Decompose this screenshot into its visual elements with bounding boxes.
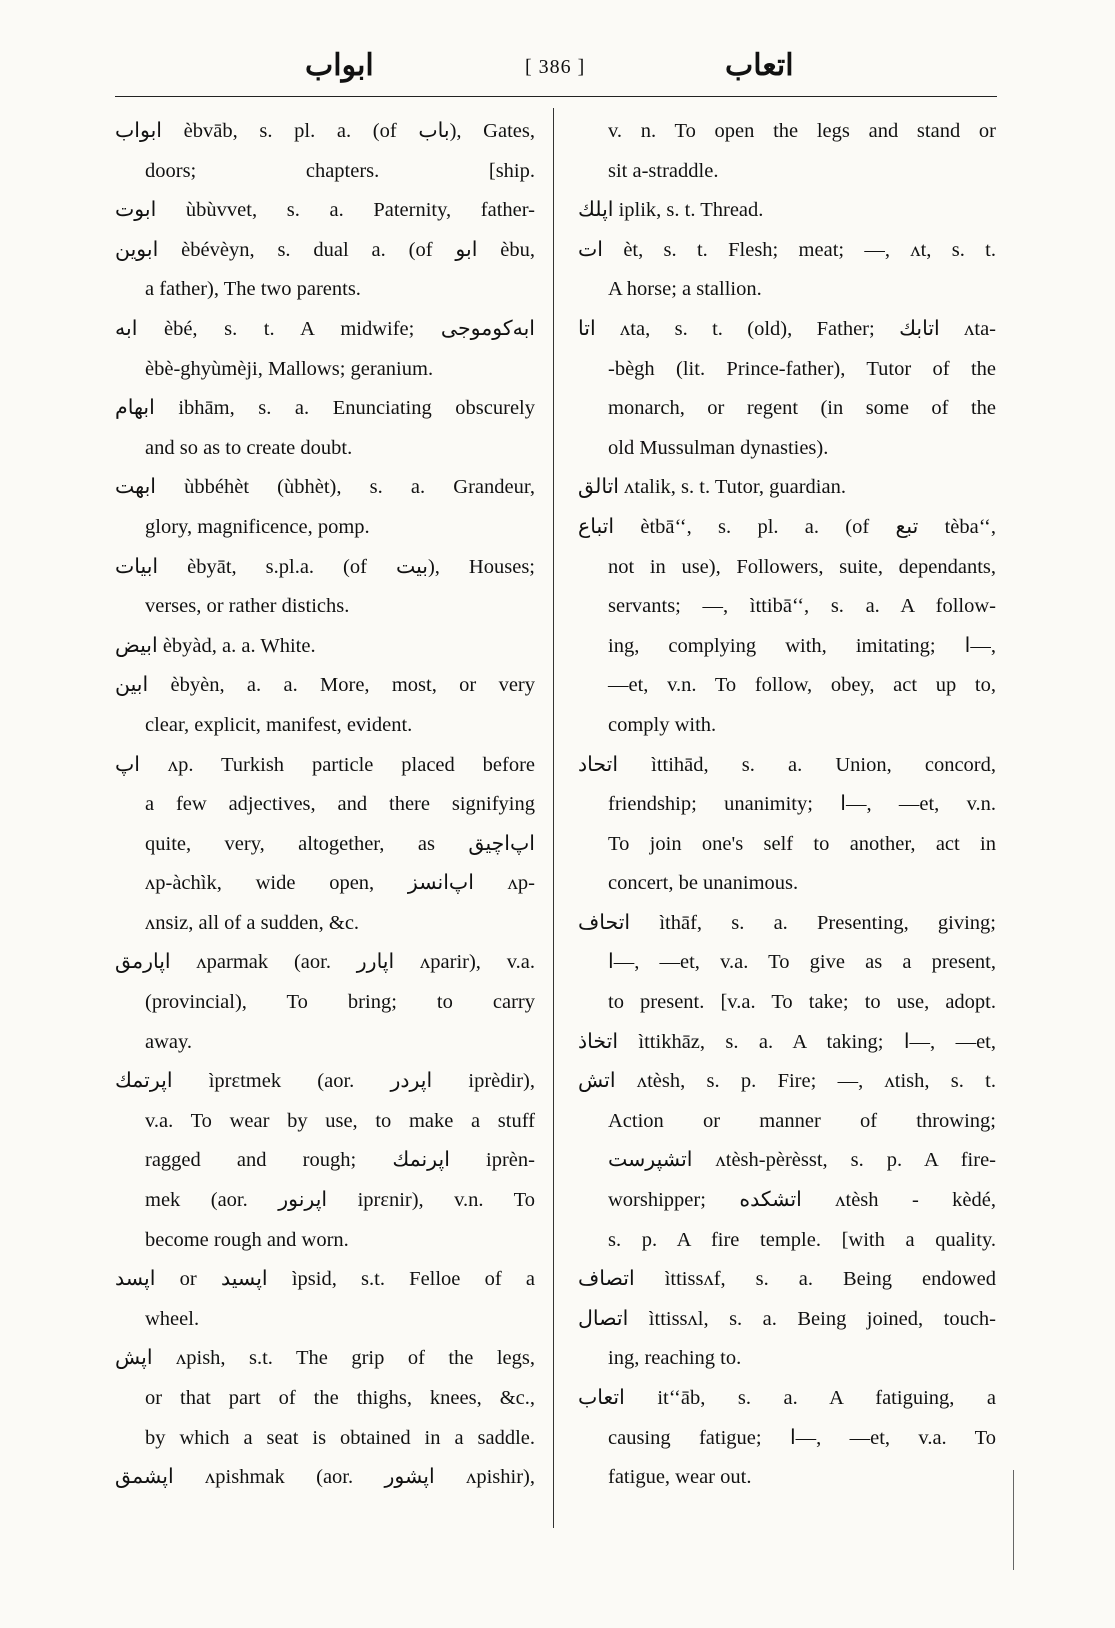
entry-line: —et, v.n. To follow, obey, act up to, [608,674,996,697]
entry-line: s. p. A fire temple. [with a quality. [608,1228,996,1251]
entry-headword-line: اتا ʌta, s. t. (old), Father; اتابك ʌta- [578,317,996,340]
header-rule [115,96,997,97]
column-divider [553,108,554,1528]
entry-line: not in use), Followers, suite, dependants, [608,555,996,578]
entry-line: quite, very, altogether, as اپ‌اچیق [145,832,535,855]
entry-line: and so as to create doubt. [145,436,353,459]
entry-line: wheel. [145,1307,200,1330]
running-header [115,48,995,90]
entry-headword-line: اپش ʌpish, s.t. The grip of the legs, [115,1347,535,1370]
entry-line: sit a-straddle. [608,159,719,182]
entry-line: (provincial), To bring; to carry [145,991,535,1014]
entry-line: concert, be unanimous. [608,872,799,895]
entry-line: ا—, —et, v.a. To give as a present, [608,951,996,974]
entry-headword-line: اتخاذ ìttikhāz, s. a. A taking; ا—, —et, [578,1030,996,1053]
entry-line: doors; chapters. [ship. [145,159,535,182]
entry-headword-line: اتالق ʌtalik, s. t. Tutor, guardian. [578,476,846,499]
entry-line: ʌnsiz, all of a sudden, &c. [145,911,360,934]
entry-headword-line: اپشمق ʌpishmak (aor. اپشور ʌpishir), [115,1466,535,1489]
entry-line: or that part of the thighs, knees, &c., [145,1387,535,1409]
entry-line: èbè-ghyùmèji, Mallows; geranium. [145,357,434,380]
entry-line: ing, complying with, imitating; ا—, [608,634,996,657]
page-number: [ 386 ] [525,56,586,78]
left-column [115,112,535,1498]
entry-line: Action or manner of throwing; [608,1109,996,1132]
right-column [578,112,996,1498]
entry-line: clear, explicit, manifest, evident. [145,713,413,736]
entry-line: ragged and rough; اپرنمك iprèn- [145,1149,535,1172]
entry-line: mek (aor. اپرنور iprɛnir), v.n. To [145,1189,535,1212]
entry-headword-line: اتصال ìttissʌl, s. a. Being joined, touch- [578,1307,996,1330]
entry-headword-line: اپ ʌp. Turkish particle placed before [115,753,535,776]
entry-headword-line: ابوین èbévèyn, s. dual a. (of ابو èbu, [115,238,535,261]
entry-line: a father), The two parents. [145,278,361,301]
entry-line: causing fatigue; ا—, —et, v.a. To [608,1426,996,1449]
entry-headword-line: اتصاف ìttissʌf, s. a. Being endowed [578,1268,996,1291]
entry-headword-line: ابیات èbyāt, s.pl.a. (of بیت), Houses; [115,555,535,578]
entry-headword-line: ابوت ùbùvvet, s. a. Paternity, father- [115,199,535,222]
entry-line: اتشپرست ʌtèsh-pèrèsst, s. p. A fire- [608,1149,996,1172]
margin-mark [1013,1470,1014,1570]
entry-headword-line: اپارمق ʌparmak (aor. اپارر ʌparir), v.a. [115,951,535,974]
entry-line: to present. [v.a. To take; to use, adopt. [608,991,996,1014]
entry-line: v.a. To wear by use, to make a stuff [145,1109,535,1132]
entry-line: monarch, or regent (in some of the [608,397,996,420]
entry-line: comply with. [608,713,717,736]
entry-line: ing, reaching to. [608,1347,742,1370]
entry-headword-line: ات èt, s. t. Flesh; meat; —, ʌt, s. t. [578,238,996,261]
entry-line: verses, or rather distichs. [145,595,350,618]
header-left-word: ابواب [305,49,374,82]
entry-line: v. n. To open the legs and stand or [608,120,996,142]
entry-headword-line: ابواب èbvāb, s. pl. a. (of باب), Gates, [115,120,535,142]
entry-headword-line: ابین èbyèn, a. a. More, most, or very [115,674,535,697]
entry-line: by which a seat is obtained in a saddle. [145,1426,535,1449]
entry-headword-line: اپسد or اپسید ìpsid, s.t. Felloe of a [115,1268,536,1291]
entry-line: glory, magnificence, pomp. [145,515,370,538]
entry-headword-line: ابهت ùbbéhèt (ùbhèt), s. a. Grandeur, [115,476,535,499]
entry-headword-line: اتحاد ìttihād, s. a. Union, concord, [578,753,996,776]
entry-line: worshipper; اتشكده ʌtèsh - kèdé, [608,1189,996,1212]
entry-headword-line: اتحاف ìthāf, s. a. Presenting, giving; [578,911,996,934]
entry-line: away. [145,1030,193,1053]
entry-headword-line: اپلك iplik, s. t. Thread. [578,199,764,222]
entry-line: fatigue, wear out. [608,1466,752,1489]
header-right-word: اتعاب [725,49,794,82]
entry-headword-line: اتش ʌtèsh, s. p. Fire; —, ʌtish, s. t. [578,1070,996,1093]
entry-line: servants; —, ìttibā‘‘, s. a. A follow- [608,595,996,618]
entry-line: ʌp-àchìk, wide open, اپ‌انسز ʌp- [145,872,535,895]
entry-headword-line: اپرتمك ìprɛtmek (aor. اپردر iprèdir), [115,1070,535,1093]
entry-line: -bègh (lit. Prince-father), Tutor of the [608,357,996,380]
entry-line: friendship; unanimity; ا—, —et, v.n. [608,793,996,816]
entry-line: a few adjectives, and there signifying [145,793,535,816]
entry-headword-line: ابه èbé, s. t. A midwife; ابه‌کوموجی [115,317,535,340]
entry-headword-line: اتباع ètbā‘‘, s. pl. a. (of تبع tèba‘‘, [578,515,996,538]
entry-line: To join one's self to another, act in [608,832,996,855]
entry-line: A horse; a stallion. [608,278,762,301]
entry-headword-line: ابهام ibhām, s. a. Enunciating obscurely [115,397,535,420]
entry-headword-line: اتعاب it‘‘āb, s. a. A fatiguing, a [578,1387,996,1409]
entry-line: become rough and worn. [145,1228,349,1251]
entry-line: old Mussulman dynasties). [608,436,829,459]
entry-headword-line: ابیض èbyàd, a. a. White. [115,634,316,657]
